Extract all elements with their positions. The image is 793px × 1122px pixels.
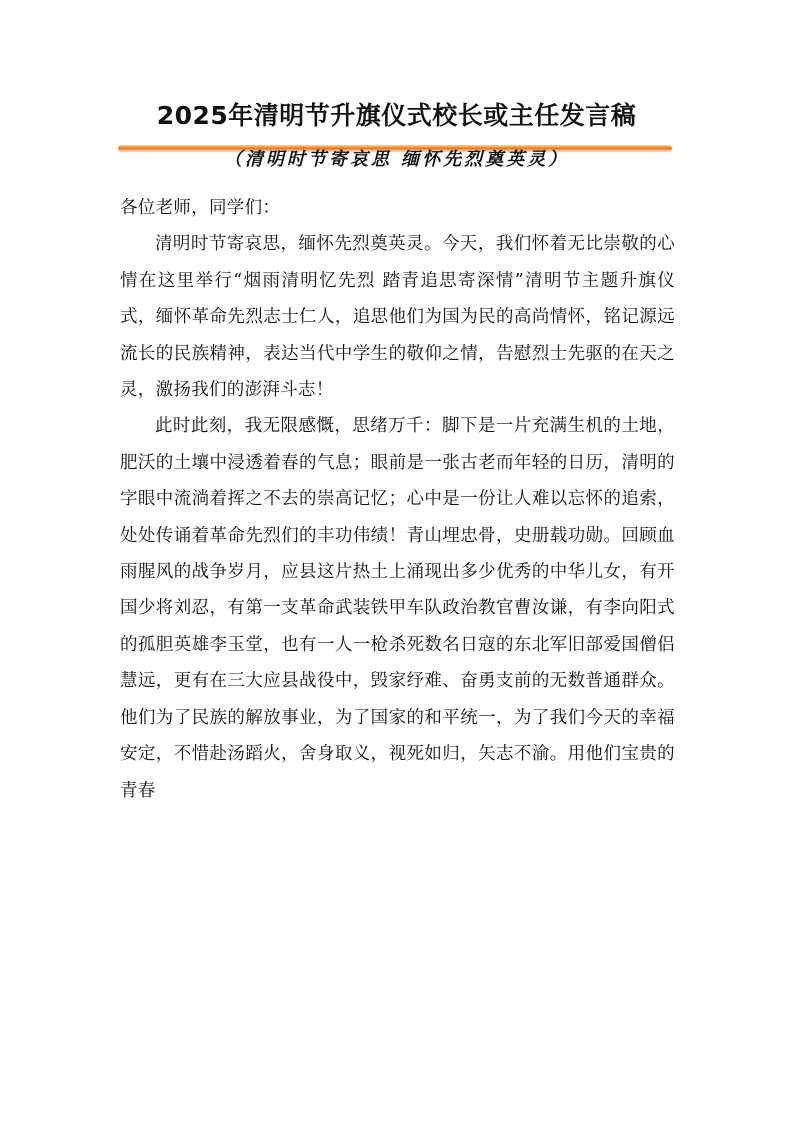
document-subtitle: （清明时节寄哀思 缅怀先烈奠英灵）	[223, 149, 570, 170]
document-body	[120, 190, 675, 809]
document-title: 2025年清明节升旗仪式校长或主任发言稿	[156, 101, 637, 130]
paragraph-1: 清明时节寄哀思，缅怀先烈奠英灵。今天，我们怀着无比崇敬的心情在这里举行“烟雨清明忆先烈 踏青追思寄深情”清明节主题升旗仪式，缅怀革命先烈志士仁人，追思他们为国为民的高尚情怀，铭记源远流长的民族精神，表达当代中学生的敬仰之情，告慰烈士先驱的在天之灵，激扬我们的澎湃斗志！	[120, 234, 675, 401]
greeting-line: 各位老师，同学们：	[120, 198, 281, 218]
paragraph-2: 此时此刻，我无限感慨，思绪万千：脚下是一片充满生机的土地，肥沃的土壤中浸透着春的气息；眼前是一张古老而年轻的日历，清明的字眼中流淌着挥之不去的崇高记忆；心中是一份让人难以忘怀的追索，处处传诵着革命先烈们的丰功伟绩！青山埋忠骨，史册载功勋。回顾血雨腥风的战争岁月，应县这片热土上涌现出多少优秀的中华儿女，有开国少将刘忍，有第一支革命武装铁甲车队政治教官曹汝谦，有李向阳式的孤胆英雄李玉堂，也有一人一枪杀死数名日寇的东北军旧部爱国僧侣慧远，更有在三大应县战役中，毁家纾难、奋勇支前的无数普通群众。他们为了民族的解放事业，为了国家的和平统一，为了我们今天的幸福安定，不惜赴汤蹈火，舍身取义，视死如归，矢志不渝。用他们宝贵的青春	[120, 416, 675, 801]
